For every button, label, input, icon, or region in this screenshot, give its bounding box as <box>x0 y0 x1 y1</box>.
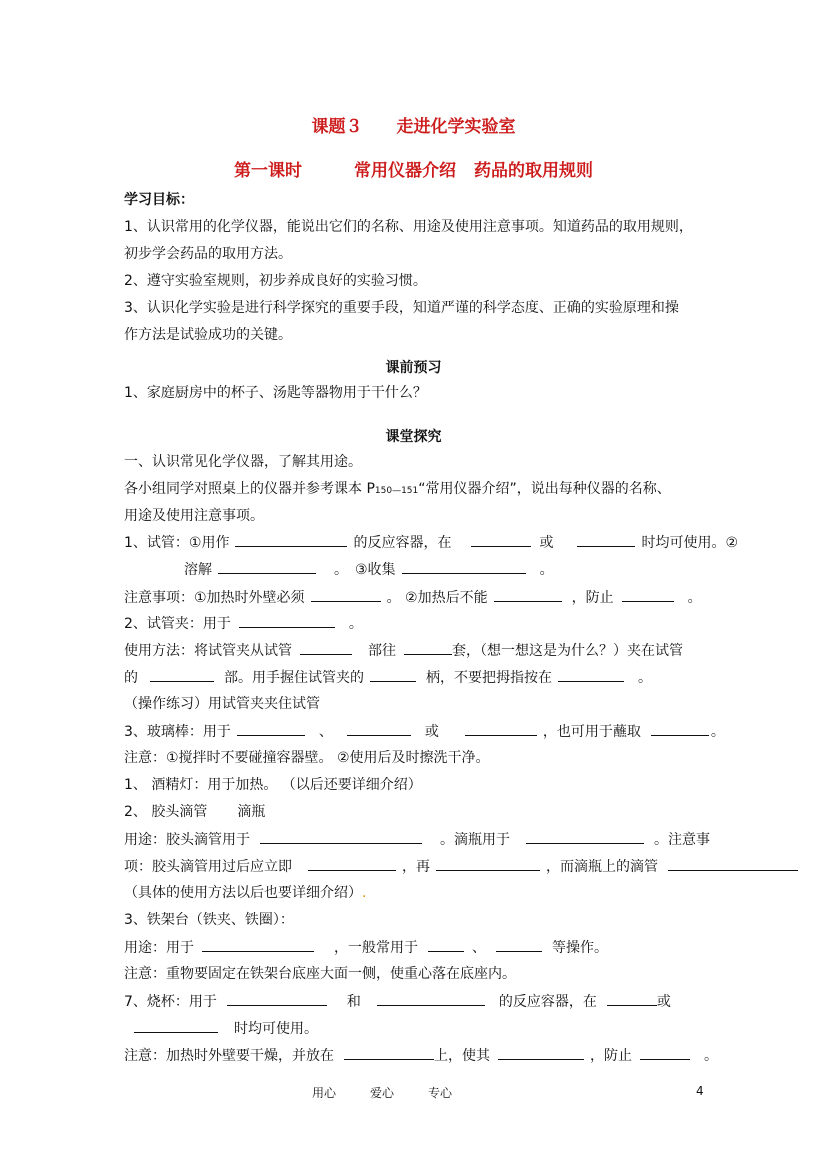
clamp-usage-2 <box>124 667 652 688</box>
note-text-a: 注意事项：①加热时外壁必须 <box>124 590 305 606</box>
use-text-e: 部。用手握住试管夹的 <box>224 670 364 686</box>
blank-input[interactable] <box>237 721 305 736</box>
stand-text-a: 用途：用于 <box>124 940 194 956</box>
page-title: 课题３ 走进化学实验室 <box>311 117 516 137</box>
clamp-usage-1 <box>124 640 683 661</box>
beaker-notes <box>124 1045 718 1066</box>
tube-text-g: 。 <box>539 562 554 578</box>
explore-instruction-2: 用途及使用注意事项。 <box>124 508 264 524</box>
blank-input[interactable] <box>227 991 327 1006</box>
dus-text-b: 。滴瓶用于 <box>440 832 510 848</box>
footer-motto-1: 用心 <box>312 1086 337 1100</box>
tube-text-a: 1、试管：①用作 <box>124 535 230 551</box>
beaker-text-b: 和 <box>346 994 361 1010</box>
dropper-text: 2、 胶头滴管 <box>124 804 208 820</box>
use-text-b: 部往 <box>368 643 396 659</box>
blank-input[interactable] <box>311 587 381 602</box>
detail-dot: . <box>362 885 367 901</box>
use-text-c: 套，（想一想这是为什么？）夹在试管 <box>452 643 683 659</box>
tube-notes <box>124 587 702 608</box>
dropper-usage <box>124 829 710 850</box>
blank-input[interactable] <box>436 856 540 871</box>
blank-input[interactable] <box>577 532 635 547</box>
blank-input[interactable] <box>651 721 709 736</box>
lesson-number: 第一课时 <box>234 161 302 181</box>
beaker-line <box>124 991 671 1012</box>
lesson-topic-1: 常用仪器介绍 <box>354 161 456 181</box>
blank-input[interactable] <box>344 1045 434 1060</box>
tube-text-f: 。 ③收集 <box>334 562 396 578</box>
goal-3b: 作方法是试验成功的关键。 <box>124 327 292 343</box>
dus-text-a: 用途：胶头滴管用于 <box>124 832 250 848</box>
rod-line <box>124 721 725 742</box>
stand-usage <box>124 937 608 958</box>
clamp-text: 2、试管夹：用于 <box>124 616 231 632</box>
stand-note: 注意：重物要固定在铁架台底座大面一侧，使重心落在底座内。 <box>124 966 516 982</box>
note-text-b: 。 ②加热后不能 <box>386 590 488 606</box>
footer-mottos <box>312 1084 452 1101</box>
dropper-line <box>124 802 265 822</box>
blank-input[interactable] <box>428 937 464 952</box>
dropper-bottle-text: 滴瓶 <box>237 804 266 820</box>
tube-text-d: 时均可使用。② <box>641 535 739 551</box>
blank-input[interactable] <box>498 1045 584 1060</box>
practice-line: （操作练习）用试管夹夹住试管 <box>124 696 320 712</box>
beaker-text-a: 7、烧杯：用于 <box>124 994 217 1010</box>
blank-input[interactable] <box>377 991 485 1006</box>
rod-note: 注意：①搅拌时不要碰撞容器壁。 ②使用后及时擦洗干净。 <box>124 750 490 766</box>
test-tube-line-2 <box>184 559 554 580</box>
tube-text-c: 或 <box>539 535 554 551</box>
rod-text-e: 。 <box>710 724 725 740</box>
rod-text-d: ，也可用于蘸取 <box>542 724 641 740</box>
stand-text-c: 、 <box>472 940 486 956</box>
explore-intro: 一、认识常见化学仪器，了解其用途。 <box>124 454 362 470</box>
clamp-line <box>124 613 363 634</box>
use-text-f: 柄，不要把拇指按在 <box>426 670 552 686</box>
blank-input[interactable] <box>640 1045 690 1060</box>
blank-input[interactable] <box>668 856 798 871</box>
blank-input[interactable] <box>496 937 542 952</box>
blank-input[interactable] <box>134 1018 218 1033</box>
beaker-line-2 <box>134 1018 318 1039</box>
instruction-text-2: “常用仪器介绍”，说出每种仪器的名称、 <box>418 481 671 497</box>
blank-input[interactable] <box>402 559 526 574</box>
blank-input[interactable] <box>607 991 657 1006</box>
detail-line <box>124 883 366 903</box>
use-text-d: 的 <box>124 670 138 686</box>
rod-text-c: 或 <box>424 724 439 740</box>
lesson-topic-2: 药品的取用规则 <box>474 161 593 181</box>
note-text-c: ，防止 <box>571 590 614 606</box>
dn-text-a: 项：胶头滴管用过后应立即 <box>124 859 292 875</box>
test-tube-line-1 <box>124 532 738 553</box>
dn-text-b: ，再 <box>402 859 430 875</box>
beaker-text-d: 或 <box>656 994 671 1010</box>
blank-input[interactable] <box>622 587 674 602</box>
explore-heading: 课堂探究 <box>385 429 442 445</box>
stand-text-b: ，一般常用于 <box>334 940 418 956</box>
goal-3a: 3、认识化学实验是进行科学探究的重要手段，知道严谨的科学态度、正确的实验原理和操 <box>124 300 679 316</box>
goal-1b: 初步学会药品的取用方法。 <box>124 246 292 262</box>
blank-input[interactable] <box>150 667 214 682</box>
use-text-a: 使用方法：将试管夹从试管 <box>124 643 292 659</box>
dus-text-c: 。注意事 <box>654 832 710 848</box>
blank-input[interactable] <box>239 613 335 628</box>
bn-text-a: 注意：加热时外壁要干燥，并放在 <box>124 1048 334 1064</box>
blank-input[interactable] <box>404 640 452 655</box>
blank-input[interactable] <box>465 721 537 736</box>
bn-text-b: 上，使其 <box>434 1048 490 1064</box>
tube-text-e: 溶解 <box>184 562 212 578</box>
clamp-end: 。 <box>348 616 363 632</box>
bn-text-d: 。 <box>704 1048 718 1064</box>
preview-question: 1、家庭厨房中的杯子、汤匙等器物用于干什么？ <box>124 385 427 401</box>
dropper-notes <box>124 856 798 877</box>
stand-line: 3、铁架台（铁夹、铁圈）： <box>124 912 294 928</box>
preview-heading: 课前预习 <box>385 360 442 376</box>
bn-text-c: ，防止 <box>590 1048 632 1064</box>
use-text-g: 。 <box>638 670 652 686</box>
blank-input[interactable] <box>558 667 624 682</box>
rod-text-b: 、 <box>318 724 333 740</box>
blank-input[interactable] <box>370 667 416 682</box>
explore-instruction <box>124 479 671 501</box>
blank-input[interactable] <box>235 532 347 547</box>
blank-input[interactable] <box>347 721 411 736</box>
lamp-line: 1、 酒精灯：用于加热。 （以后还要详细介绍） <box>124 777 422 793</box>
goal-2: 2、遵守实验室规则，初步养成良好的实验习惯。 <box>124 273 427 289</box>
page-range: 150—151 <box>374 486 419 496</box>
dn-text-c: ，而滴瓶上的滴管 <box>546 859 658 875</box>
beaker-text-c: 的反应容器，在 <box>498 994 597 1010</box>
goals-heading: 学习目标： <box>124 192 194 208</box>
tube-text-b: 的反应容器，在 <box>353 535 452 551</box>
detail-text: （具体的使用方法以后也要详细介绍） <box>124 885 362 901</box>
blank-input[interactable] <box>494 587 562 602</box>
blank-input[interactable] <box>202 937 314 952</box>
blank-input[interactable] <box>526 829 644 844</box>
stand-text-d: 等操作。 <box>552 940 608 956</box>
footer-motto-3: 专心 <box>428 1086 453 1100</box>
note-text-d: 。 <box>687 590 702 606</box>
beaker-text-e: 时均可使用。 <box>234 1021 318 1037</box>
rod-text-a: 3、玻璃棒：用于 <box>124 724 231 740</box>
goal-1a: 1、认识常用的化学仪器，能说出它们的名称、用途及使用注意事项。知道药品的取用规则， <box>124 219 693 235</box>
page-number: 4 <box>696 1084 704 1098</box>
instruction-text: 各小组同学对照桌上的仪器并参考课本 P <box>124 481 375 497</box>
blank-input[interactable] <box>218 559 316 574</box>
blank-input[interactable] <box>308 856 396 871</box>
blank-input[interactable] <box>471 532 531 547</box>
footer-motto-2: 爱心 <box>370 1086 395 1100</box>
blank-input[interactable] <box>300 640 352 655</box>
blank-input[interactable] <box>260 829 422 844</box>
lesson-subtitle <box>0 156 827 181</box>
